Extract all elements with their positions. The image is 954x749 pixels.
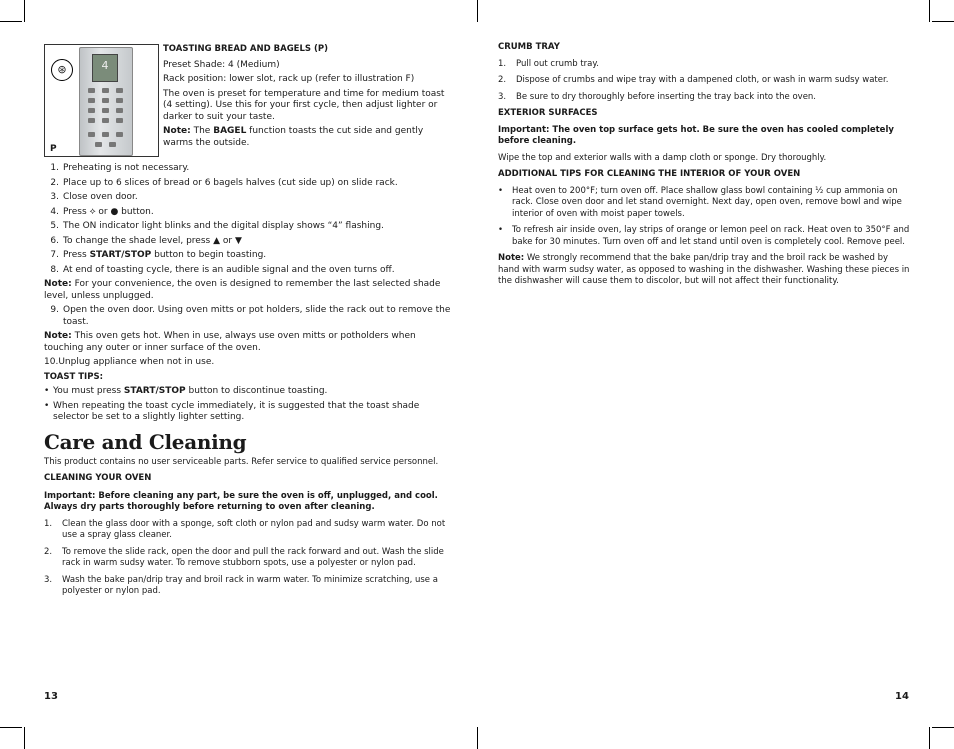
exterior-text: Wipe the top and exterior walls with a damp cloth or sponge. Dry thoroughly. [498, 152, 827, 163]
toasting-section [163, 44, 455, 152]
cleaning-title: CLEANING YOUR OVEN [44, 473, 152, 483]
tip: • When repeating the toast cycle immediately, it is suggested that the toast shade selector be set to a slightly lighter setting. [44, 400, 420, 422]
exterior-title: EXTERIOR SURFACES [498, 108, 598, 118]
control-panel-figure [44, 44, 159, 157]
tip: • To refresh air inside oven, lay strips of orange or lemon peel on rack. Heat oven to 350°F and bake for 30 minutes. Turn oven off and let stand until oven is completely cool. Remove peel. [498, 225, 910, 247]
step: 8. At end of toasting cycle, there is an audible signal and the oven turns off. [50, 264, 395, 275]
step: 4. Press ⟡ or ● button. [50, 206, 154, 217]
memory-note: Note: For your convenience, the oven is designed to remember the last selected shade level, unless unplugged. [44, 279, 441, 301]
crumb-tray-title: CRUMB TRAY [498, 42, 560, 52]
step: 1. Preheating is not necessary. [50, 163, 190, 173]
tip: • You must press START/STOP button to discontinue toasting. [44, 386, 328, 396]
crop-mark [0, 727, 22, 728]
step: 3. Close oven door. [50, 192, 138, 202]
control-panel-illustration [79, 47, 133, 156]
crop-mark [477, 0, 478, 22]
step: 2. To remove the slide rack, open the door and pull the rack forward and out. Wash the slide rack in warm sudsy water. To remove stubborn spots, use a polyester or nylon pad. [44, 546, 444, 568]
preset-description: The oven is preset for temperature and time for medium toast (4 setting). Use this for your first cycle, then adjust lighter or darker to suit your taste. [163, 88, 445, 122]
page-number: 13 [44, 691, 58, 702]
step: 9. Open the oven door. Using oven mitts or pot holders, slide the rack out to remove the toast. [50, 305, 451, 327]
toast-icon: ⊛ [51, 59, 73, 81]
step: 5. The ON indicator light blinks and the digital display shows “4” flashing. [50, 221, 384, 231]
toast-tips-title: TOAST TIPS: [44, 371, 103, 382]
crop-mark [24, 727, 25, 749]
step: 6. To change the shade level, press ▲ or ▼ [50, 235, 242, 246]
figure-label: P [50, 144, 57, 154]
crop-mark [477, 727, 478, 749]
cleaning-important: Important: Before cleaning any part, be sure the oven is off, unplugged, and cool. Always dry parts thoroughly before returning to oven after cleaning. [44, 490, 438, 512]
crop-mark [932, 21, 954, 22]
bagel-note: Note: The BAGEL function toasts the cut side and gently warms the outside. [163, 126, 424, 148]
tips-title: ADDITIONAL TIPS FOR CLEANING THE INTERIOR OF YOUR OVEN [498, 169, 801, 179]
care-intro: This product contains no user serviceable parts. Refer service to qualified service personnel. [44, 456, 439, 467]
step: 3. Wash the bake pan/drip tray and broil rack in warm water. To minimize scratching, use a polyester or nylon pad. [44, 574, 438, 596]
step: 3. Be sure to dry thoroughly before inserting the tray back into the oven. [498, 91, 817, 102]
care-title: Care and Cleaning [44, 429, 247, 454]
step-10: 10.Unplug appliance when not in use. [44, 357, 215, 367]
preset-shade: Preset Shade: 4 (Medium) [163, 59, 280, 70]
rack-position: Rack position: lower slot, rack up (refer to illustration F) [163, 74, 415, 84]
dishwasher-note: Note: We strongly recommend that the bake pan/drip tray and the broil rack be washed by hand with warm sudsy water, as opposed to washing in the dishwasher. Washing these pieces in the dishwasher will cause them to discolor, but will not affect their functionality. [498, 253, 910, 286]
digital-display: 4 [92, 54, 118, 82]
step: 2. Place up to 6 slices of bread or 6 bagels halves (cut side up) on slide rack. [50, 177, 398, 188]
exterior-important: Important: The oven top surface gets hot. Be sure the oven has cooled completely before cleaning. [498, 124, 894, 146]
step: 1. Clean the glass door with a sponge, soft cloth or nylon pad and sudsy warm water. Do not use a spray glass cleaner. [44, 518, 446, 540]
hot-note: Note: This oven gets hot. When in use, always use oven mitts or potholders when touching any outer or inner surface of the oven. [44, 331, 416, 353]
step: 2. Dispose of crumbs and wipe tray with a dampened cloth, or wash in warm sudsy water. [498, 75, 889, 85]
toast-icon: ⟡ [89, 206, 96, 217]
crop-mark [929, 727, 930, 749]
bagel-icon: ● [110, 206, 119, 217]
toasting-title: TOASTING BREAD AND BAGELS (P) [163, 44, 328, 54]
crop-mark [932, 727, 954, 728]
step: 1. Pull out crumb tray. [498, 58, 599, 69]
right-column [498, 42, 910, 291]
crop-mark [929, 0, 930, 22]
crop-mark [0, 21, 22, 22]
tip: • Heat oven to 200°F; turn oven off. Place shallow glass bowl containing ½ cup ammonia on rack. Close oven door and let stand overnight. Next day, open oven, remove bowl and wipe interior of oven with moist paper towels. [498, 185, 902, 219]
crop-mark [24, 0, 25, 22]
page-number: 14 [895, 691, 909, 702]
step: 7. Press START/STOP button to begin toasting. [50, 250, 267, 260]
left-column [44, 163, 456, 601]
